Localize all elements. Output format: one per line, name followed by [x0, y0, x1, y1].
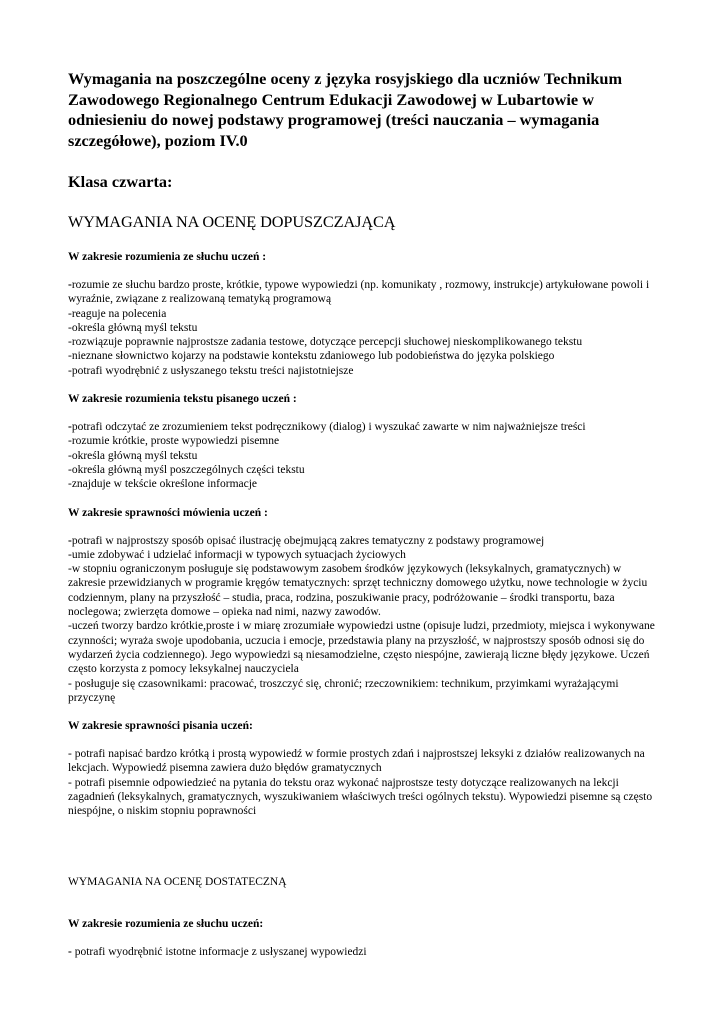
section-body-reading	[68, 420, 656, 491]
list-item: -rozumie ze słuchu bardzo proste, krótkie, typowe wypowiedzi (np. komunikaty , rozmowy, instrukcje) artykułowane powoli i wyraźnie, związane z realizowaną tematyką programową	[68, 279, 650, 306]
list-item: -potrafi wyodrębnić z usłyszanego tekstu treści najistotniejsze	[68, 364, 354, 377]
list-item: -umie zdobywać i udzielać informacji w typowych sytuacjach życiowych	[68, 548, 406, 561]
section-body-writing	[68, 747, 656, 818]
section-heading-listening: W zakresie rozumienia ze słuchu uczeń :	[68, 251, 267, 263]
list-item: -potrafi odczytać ze zrozumieniem tekst podręcznikowy (dialog) i wyszukać zawarte w nim najważniejsze treści	[68, 421, 586, 434]
list-item: -rozwiązuje poprawnie najprostsze zadania testowe, dotyczące percepcji słuchowej nieskomplikowanego tekstu	[68, 336, 583, 349]
section-heading-listening-2: W zakresie rozumienia ze słuchu uczeń:	[68, 917, 264, 930]
list-item: - potrafi napisać bardzo krótką i prostą wypowiedź w formie prostych zdań i najprostszej leksyki z działów realizowanych na lekcjach. Wypowiedź pisemna zawiera dużo błędów gramatycznych	[68, 748, 645, 775]
requirements-heading-dostateczna: WYMAGANIA NA OCENĘ DOSTATECZNĄ	[68, 875, 287, 888]
document-page	[68, 69, 656, 959]
list-item: -w stopniu ograniczonym posługuje się podstawowym zasobem środków językowych (leksykalnych, gramatycznych) w zakresie przewidzianych w programie kręgów tematycznych: sprzęt techniczny domowego użytku, nowe technologie w życiu codziennym, plany na przyszłość – studia, praca, rodzina, poszukiwanie pracy, podróżowanie – środki transportu, baza noclegowa; zwierzęta domowe – opieka nad nimi, nazwy zawodów.	[68, 563, 648, 619]
list-item: -znajduje w tekście określone informacje	[68, 478, 258, 491]
list-item: -uczeń tworzy bardzo krótkie,proste i w miarę zrozumiałe wypowiedzi ustne (opisuje ludzi, przedmioty, miejsca i wykonywane czynności; wyraża swoje upodobania, uczucia i emocje, przedstawia plany na przyszłość, w najprostszy sposób odnosi się do wydarzeń życia codziennego). Jego wypowiedzi są niesamodzielne, często niespójne, zawierają liczne błędy językowe. Uczeń często korzysta z pomocy leksykalnej nauczyciela	[68, 620, 655, 676]
requirements-heading-dopuszczajaca: WYMAGANIA NA OCENĘ DOPUSZCZAJĄCĄ	[68, 212, 396, 231]
list-item: -potrafi w najprostszy sposób opisać ilustrację obejmującą zakres tematyczny z podstawy programowej	[68, 534, 545, 547]
list-item: -rozumie krótkie, proste wypowiedzi pisemne	[68, 435, 280, 448]
list-item: - potrafi wyodrębnić istotne informacje z usłyszanej wypowiedzi	[68, 945, 367, 958]
class-heading: Klasa czwarta:	[68, 172, 173, 191]
list-item: -określa główną myśl tekstu	[68, 449, 198, 462]
list-item: -określa główną myśl poszczególnych części tekstu	[68, 463, 305, 476]
document-title: Wymagania na poszczególne oceny z języka rosyjskiego dla uczniów Technikum Zawodowego Regionalnego Centrum Edukacji Zawodowej w Lubartowie w odniesieniu do nowej podstawy programowej (treści nauczania – wymagania szczegółowe), poziom IV.0	[68, 69, 623, 150]
list-item: -reaguje na polecenia	[68, 307, 167, 320]
section-body-speaking	[68, 534, 656, 706]
section-body-listening	[68, 278, 656, 378]
section-body-listening-2	[68, 945, 656, 959]
list-item: -nieznane słownictwo kojarzy na podstawie kontekstu zdaniowego lub podobieństwa do języka polskiego	[68, 350, 555, 363]
list-item: - posługuje się czasownikami: pracować, troszczyć się, chronić; rzeczownikiem: technikum, przyimkami wyrażającymi przyczynę	[68, 677, 619, 704]
section-heading-speaking: W zakresie sprawności mówienia uczeń :	[68, 506, 268, 519]
section-heading-reading: W zakresie rozumienia tekstu pisanego uczeń :	[68, 393, 297, 406]
section-heading-writing: W zakresie sprawności pisania uczeń:	[68, 720, 253, 733]
list-item: -określa główną myśl tekstu	[68, 321, 198, 334]
list-item: - potrafi pisemnie odpowiedzieć na pytania do tekstu oraz wykonać najprostsze testy dotyczące realizowanych na lekcji zagadnień (leksykalnych, gramatycznych, wyszukiwaniem właściwych treści ogólnych tekstu). Wypowiedzi pisemne są często niespójne, o niskim stopniu poprawności	[68, 776, 653, 818]
